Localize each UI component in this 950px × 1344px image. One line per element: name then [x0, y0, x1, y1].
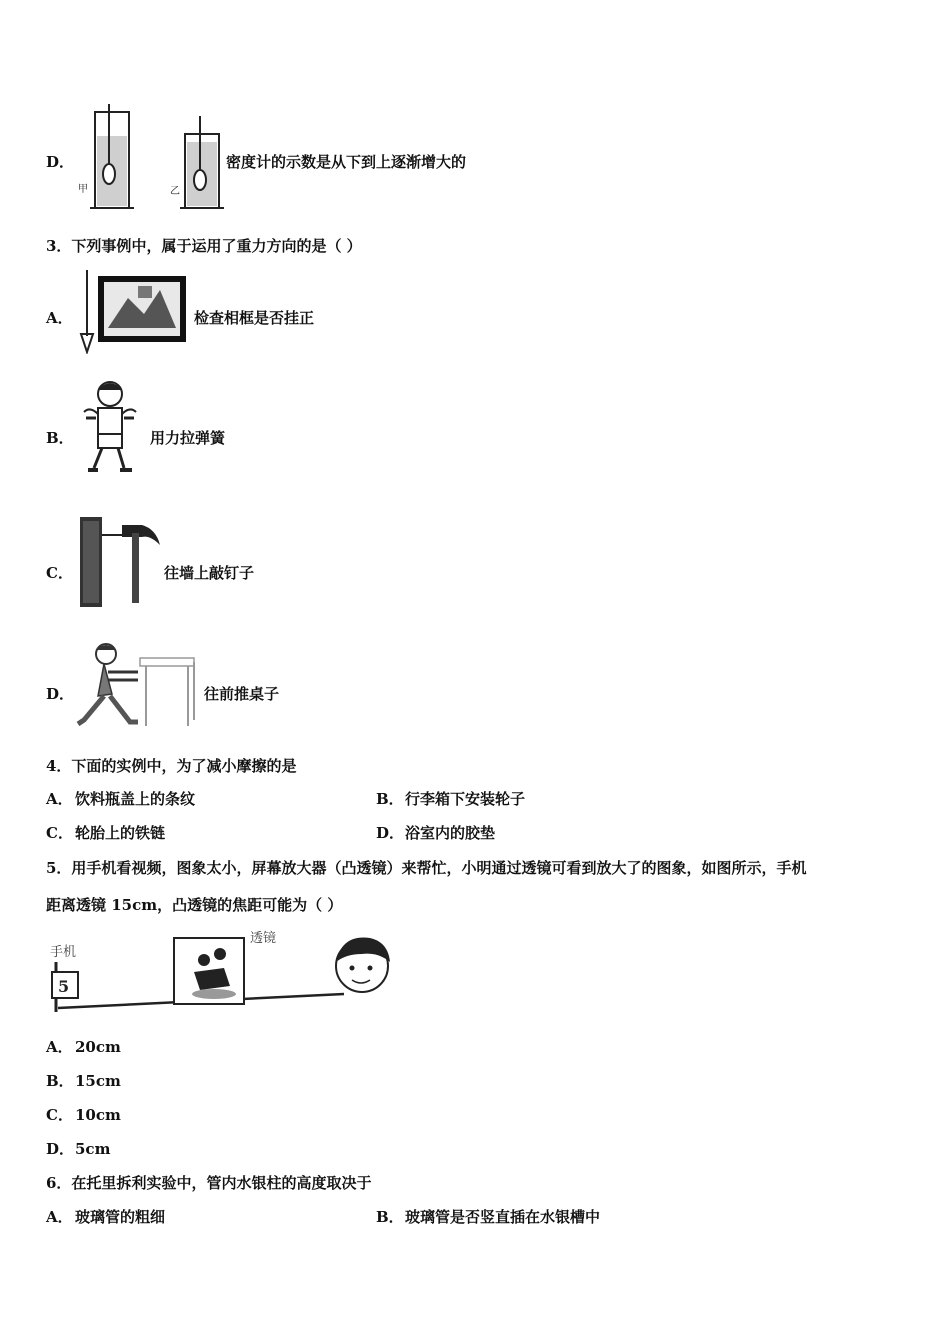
option-text: 检查相框是否挂正 [194, 309, 315, 327]
option-text: 20cm [75, 1038, 121, 1056]
label-yi: 乙 [170, 186, 180, 197]
option-letter: C． [46, 824, 73, 842]
option-letter: A． [46, 1038, 73, 1056]
push-table-figure [76, 640, 200, 732]
option-text: 玻璃管的粗细 [75, 1208, 166, 1226]
option-letter: A． [46, 790, 73, 808]
hammer-wall-figure [80, 515, 162, 609]
option-letter: B． [46, 429, 74, 447]
svg-text:5: 5 [58, 977, 70, 996]
option-letter: A． [46, 1208, 73, 1226]
label-jia: 甲 [78, 184, 88, 195]
question-stem: 4．下面的实例中，为了减小摩擦的是 [46, 757, 297, 775]
question-stem: 3．下列事例中，属于运用了重力方向的是（ ） [46, 237, 362, 255]
option-text: 5cm [75, 1140, 111, 1158]
option-text: 往墙上敲钉子 [164, 564, 255, 582]
question-stem: 6．在托里拆利实验中，管内水银柱的高度取决于 [46, 1174, 372, 1192]
question-stem: 5．用手机看视频，图象太小，屏幕放大器（凸透镜）来帮忙，小明通过透镜可看到放大了的图象，如图所示，手机 [46, 859, 807, 877]
option-letter: B． [46, 1072, 74, 1090]
option-letter: B． [376, 1208, 404, 1226]
option-letter: D． [376, 824, 405, 842]
option-text: 用力拉弹簧 [150, 429, 226, 447]
spring-boy-figure [80, 378, 142, 476]
option-text: 饮料瓶盖上的条纹 [75, 790, 196, 808]
hydrometer-figure [78, 102, 228, 214]
phone-lens-figure [44, 928, 400, 1014]
option-text: 密度计的示数是从下到上逐渐增大的 [226, 153, 467, 171]
option-letter: D． [46, 685, 75, 703]
option-letter: D． [46, 1140, 75, 1158]
option-letter: B． [376, 790, 404, 808]
option-letter: C． [46, 1106, 73, 1124]
option-text: 轮胎上的铁链 [75, 824, 166, 842]
option-letter: C． [46, 564, 73, 582]
option-text: 浴室内的胶垫 [405, 824, 496, 842]
option-text: 玻璃管是否竖直插在水银槽中 [405, 1208, 601, 1226]
option-letter: A． [46, 309, 73, 327]
option-text: 行李箱下安装轮子 [405, 790, 526, 808]
option-text: 往前推桌子 [204, 685, 280, 703]
label-lens: 透镜 [250, 931, 277, 946]
label-phone: 手机 [50, 945, 77, 960]
question-stem-cont: 距离透镜 15cm，凸透镜的焦距可能为（ ） [46, 896, 343, 914]
plumb-frame-figure [78, 268, 190, 354]
option-text: 10cm [75, 1106, 121, 1124]
option-letter: D． [46, 153, 75, 171]
option-text: 15cm [75, 1072, 121, 1090]
